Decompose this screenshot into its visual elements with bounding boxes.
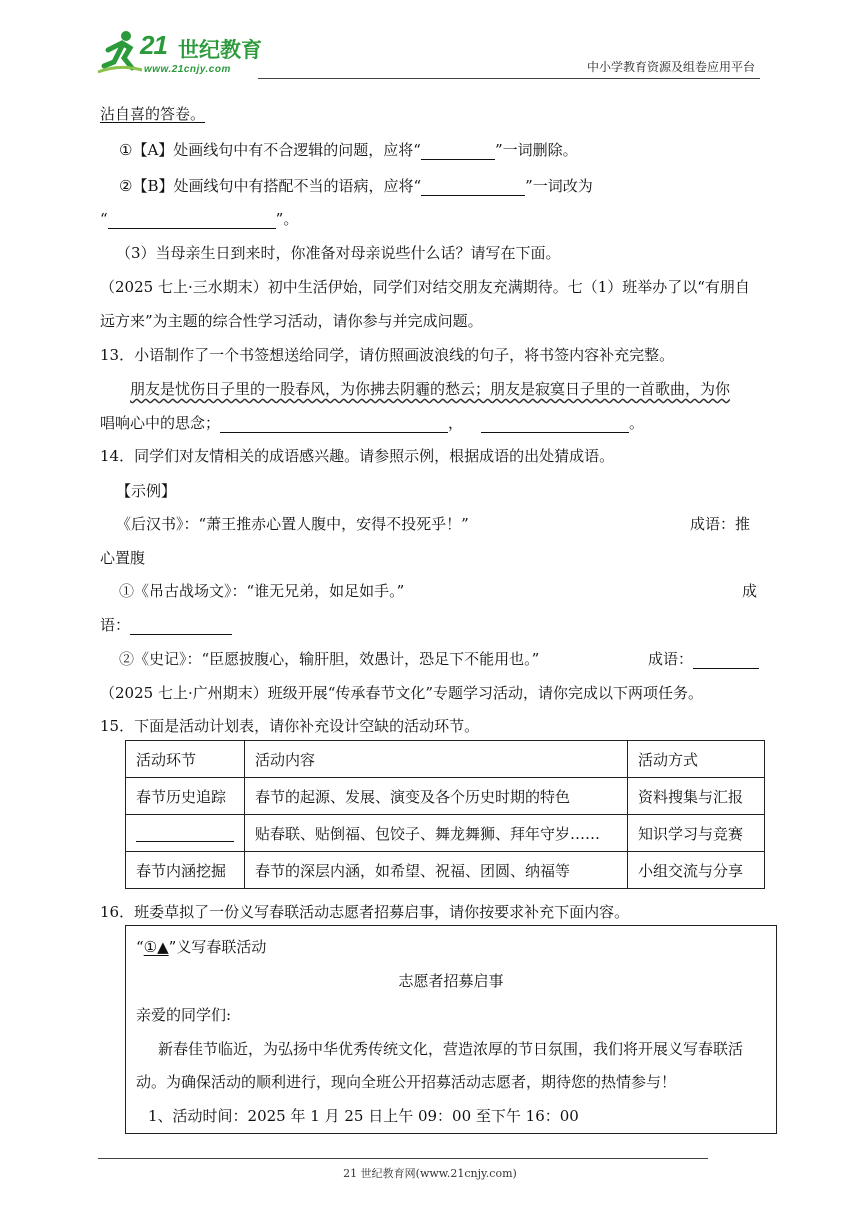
footer-divider bbox=[98, 1158, 708, 1159]
intro-paragraph: （2025 七上·广州期末）班级开展“传承春节文化”专题学习活动，请你完成以下两项任务。 bbox=[100, 684, 704, 702]
logo-url: www.21cnjy.com bbox=[144, 64, 231, 75]
question-16: 16．班委草拟了一份义写春联活动志愿者招募启事，请你按要求补充下面内容。 bbox=[100, 903, 630, 921]
question-line bbox=[100, 208, 298, 229]
q-text: 唱响心中的思念； bbox=[100, 414, 221, 432]
question-14-2: ②《史记》：“臣愿披腹心，输肝胆，效愚计，恐足下不能用也。” bbox=[119, 650, 540, 668]
answer-blank[interactable] bbox=[421, 180, 525, 196]
notice-paragraph: 动。为确保活动的顺利进行，现向全班公开招募活动志愿者，期待您的热情参与！ bbox=[136, 1073, 677, 1091]
table-cell: 资料搜集与汇报 bbox=[628, 778, 765, 815]
answer-blank[interactable] bbox=[130, 619, 232, 635]
text-line: 沾自喜的答卷。 bbox=[100, 105, 206, 123]
wavy-sentence: 朋友是忧伤日子里的一股春风，为你拂去阴霾的愁云；朋友是寂寞日子里的一首歌曲，为你 bbox=[130, 380, 731, 398]
table-cell: 春节的起源、发展、演变及各个历史时期的特色 bbox=[245, 778, 628, 815]
answer-blank[interactable] bbox=[108, 213, 276, 229]
table-cell: 春节的深层内涵，如希望、祝福、团圆、纳福等 bbox=[245, 852, 628, 889]
recruitment-notice-box bbox=[125, 925, 777, 1134]
notice-heading: 志愿者招募启事 bbox=[398, 972, 504, 990]
table-header-cell: 活动环节 bbox=[126, 741, 245, 778]
table-cell: 小组交流与分享 bbox=[628, 852, 765, 889]
answer-blank[interactable] bbox=[220, 417, 448, 433]
table-cell: 春节内涵挖掘 bbox=[126, 852, 245, 889]
logo-number: 21 bbox=[140, 30, 167, 60]
table-cell: 贴春联、贴倒福、包饺子、舞龙舞狮、拜年守岁…… bbox=[245, 815, 628, 852]
example-source: 《后汉书》：“萧王推赤心置人腹中，安得不投死乎！” bbox=[116, 515, 469, 533]
q-text: ， bbox=[448, 414, 464, 432]
notice-text: ”义写春联活动 bbox=[168, 938, 267, 956]
question-14: 14．同学们对友情相关的成语感兴趣。请参照示例，根据成语的出处猜成语。 bbox=[100, 447, 615, 465]
notice-title-line bbox=[136, 936, 266, 957]
question-line bbox=[119, 175, 593, 196]
q-text: 。 bbox=[629, 414, 645, 432]
header-platform-name: 中小学教育资源及组卷应用平台 bbox=[586, 60, 755, 74]
q-text: ”。 bbox=[275, 210, 299, 228]
notice-item: 1、活动时间：2025 年 1 月 25 日上午 09：00 至下午 16：00 bbox=[148, 1107, 579, 1125]
question-line bbox=[119, 139, 578, 160]
q-text: ①【A】处画线句中有不合逻辑的问题，应将“ bbox=[119, 141, 421, 159]
example-answer: 心置腹 bbox=[100, 549, 146, 567]
question-14-1: ①《吊古战场文》：“谁无兄弟，如足如手。” bbox=[119, 582, 405, 600]
table-cell-blank[interactable] bbox=[126, 815, 245, 852]
table-row bbox=[126, 778, 765, 815]
answer-blank[interactable] bbox=[481, 417, 629, 433]
table-header-cell: 活动方式 bbox=[628, 741, 765, 778]
question-line bbox=[100, 614, 232, 635]
answer-label: 成 bbox=[742, 582, 758, 600]
example-tag: 【示例】 bbox=[116, 482, 177, 500]
table-row bbox=[126, 852, 765, 889]
table-cell: 春节历史追踪 bbox=[126, 778, 245, 815]
table-row bbox=[126, 815, 765, 852]
footer-text: 21 世纪教育网(www.21cnjy.com) bbox=[343, 1167, 517, 1180]
notice-text: “ bbox=[136, 938, 144, 956]
notice-blank-marker[interactable]: ①▲ bbox=[143, 938, 169, 956]
intro-paragraph: （2025 七上·三水期末）初中生活伊始，同学们对结交朋友充满期待。七（1）班举办了以“有朋自 bbox=[100, 278, 750, 296]
answer-label: 成语： bbox=[648, 650, 694, 668]
q-text: ”一词删除。 bbox=[494, 141, 578, 159]
runner-logo-icon bbox=[96, 28, 144, 76]
answer-blank[interactable] bbox=[693, 653, 759, 669]
question-3: （3）当母亲生日到来时，你准备对母亲说些什么话？请写在下面。 bbox=[116, 244, 561, 262]
activity-plan-table bbox=[125, 740, 765, 889]
notice-paragraph: 新春佳节临近，为弘扬中华优秀传统文化，营造浓厚的节日氛围，我们将开展义写春联活 bbox=[158, 1040, 744, 1058]
question-line bbox=[648, 648, 759, 669]
table-cell: 知识学习与竞赛 bbox=[628, 815, 765, 852]
table-header-cell: 活动内容 bbox=[245, 741, 628, 778]
table-header-row bbox=[126, 741, 765, 778]
example-answer: 成语：推 bbox=[690, 515, 751, 533]
question-15: 15．下面是活动计划表，请你补充设计空缺的活动环节。 bbox=[100, 717, 480, 735]
header-divider bbox=[258, 78, 760, 79]
answer-blank[interactable] bbox=[421, 144, 495, 160]
q-text: ”一词改为 bbox=[525, 177, 593, 195]
notice-greeting: 亲爱的同学们: bbox=[136, 1006, 232, 1024]
intro-paragraph: 远方来”为主题的综合性学习活动，请你参与并完成问题。 bbox=[100, 312, 483, 330]
question-13: 13．小语制作了一个书签想送给同学，请仿照画波浪线的句子，将书签内容补充完整。 bbox=[100, 346, 675, 364]
q-text: “ bbox=[100, 210, 108, 228]
site-logo bbox=[96, 28, 266, 78]
logo-title: 世纪教育 bbox=[178, 39, 262, 62]
answer-blank[interactable] bbox=[136, 826, 234, 842]
question-line bbox=[100, 412, 644, 433]
answer-label: 语： bbox=[100, 616, 131, 634]
q-text: ②【B】处画线句中有搭配不当的语病，应将“ bbox=[119, 177, 422, 195]
